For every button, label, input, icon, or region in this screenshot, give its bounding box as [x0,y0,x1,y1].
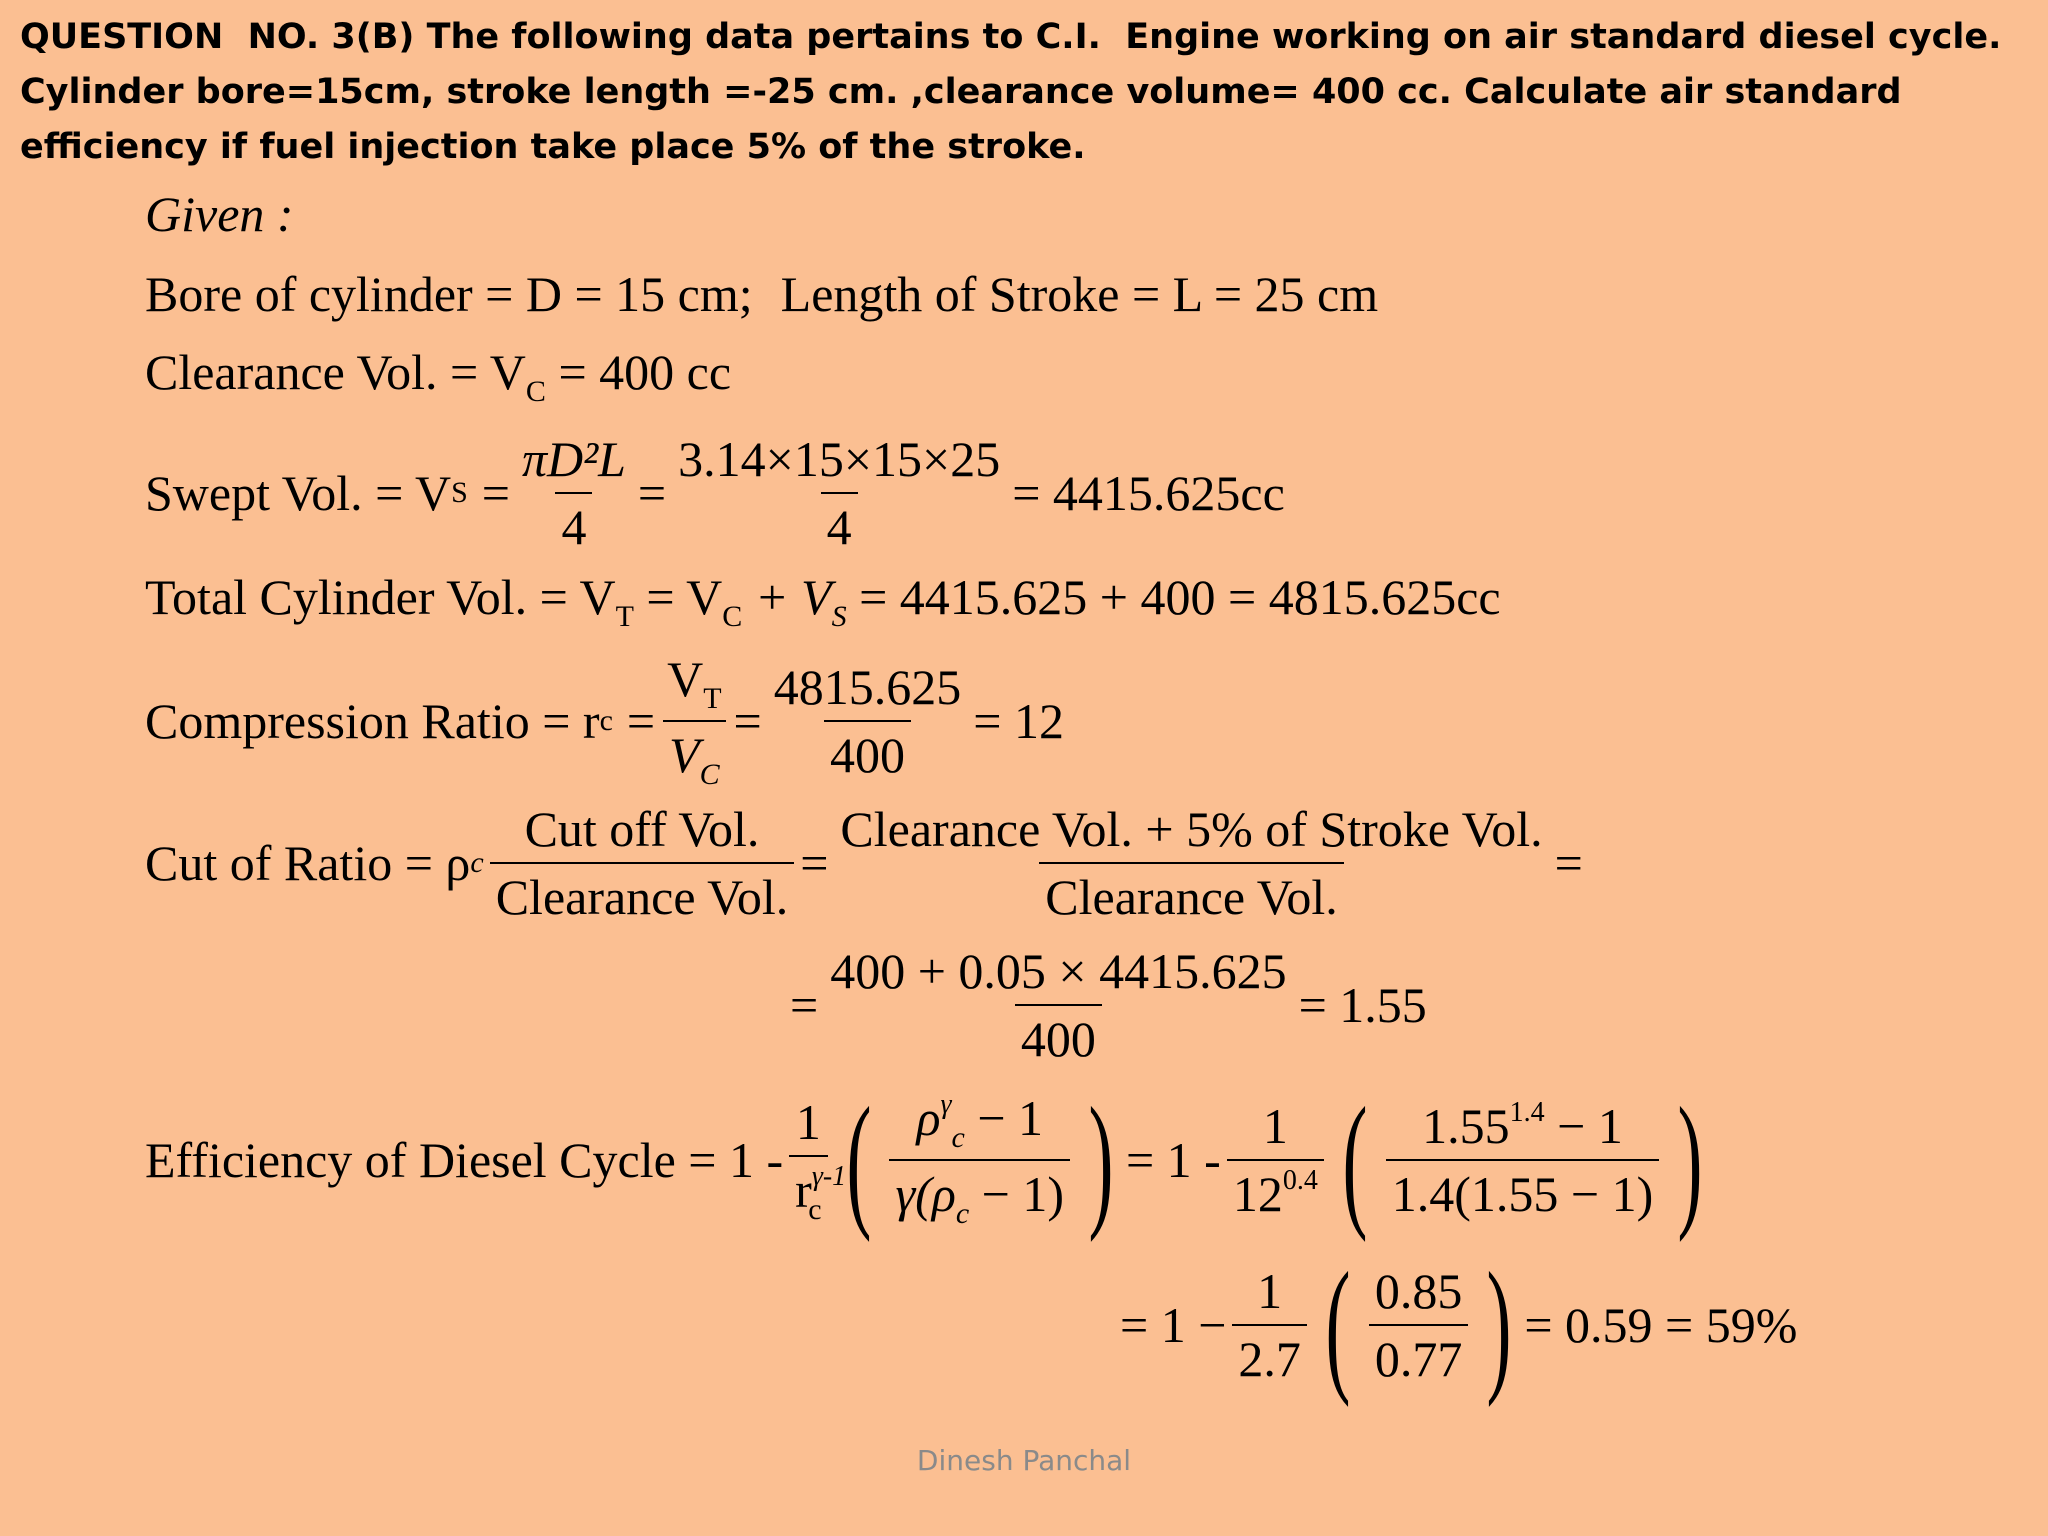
efficiency-rc: r [795,1162,812,1218]
clearance-value: = 400 cc [558,344,732,400]
efficiency-fraction-4 [1386,1097,1660,1223]
author-footer: Dinesh Panchal [916,1444,1132,1477]
compression-fraction-2 [768,658,968,784]
clearance-label: Clearance Vol. = V [145,344,526,400]
right-paren-icon: ) [1486,1242,1512,1408]
total-label: Total Cylinder Vol. = V [145,569,616,625]
efficiency-fraction-6 [1369,1262,1469,1388]
efficiency-fraction-5 [1232,1262,1307,1388]
total-sub-c: C [722,600,743,633]
compression-result: = 12 [973,693,1064,749]
compression-den1: V [669,727,700,783]
cutoff-result: = 1.55 [1298,977,1427,1033]
compression-sub: c [599,704,613,737]
swept-eq1: = [481,465,510,521]
efficiency-eq2: = 1 - [1125,1132,1221,1188]
cutoff-den1: Clearance Vol. [490,862,795,926]
compression-num1-sub: T [703,682,722,715]
efficiency-d3: 1.4(1.55 − 1) [1386,1159,1660,1223]
efficiency-rho-sub: c [951,1121,965,1154]
given-label: Given : [145,186,294,242]
swept-volume-eq [145,430,1285,556]
efficiency-result-eq [1120,1242,1798,1408]
efficiency-rho-den: γ(ρ [895,1166,956,1222]
efficiency-d2-sup: 0.4 [1282,1165,1318,1196]
swept-formula-fraction [516,430,632,556]
compression-den1-sub: C [699,758,720,791]
efficiency-d2: 12 [1232,1166,1283,1222]
clearance-statement [145,343,731,409]
question-text: QUESTION NO. 3(B) The following data pertains to C.I. Engine working on air standard diesel cycle. Cylinder bore=15cm, stroke length =-25 cm. ,clearance volume= 400 cc. Calculate air standard efficiency if fuel injection take place 5% of the stroke. [20,17,2014,167]
efficiency-d5: 0.77 [1369,1324,1469,1388]
total-sub-s: S [831,600,847,633]
swept-label: Swept Vol. = V [145,465,452,521]
efficiency-eq [145,1077,1715,1243]
total-volume-eq [145,568,1501,634]
compression-label: Compression Ratio = r [145,693,600,749]
cutoff-num2: Clearance Vol. + 5% of Stroke Vol. [840,801,1543,857]
efficiency-rho-sup: γ [940,1089,952,1120]
efficiency-label: Efficiency of Diesel Cycle = 1 - [145,1132,784,1188]
efficiency-n3-sup: 1.4 [1509,1097,1545,1128]
swept-numeric-fraction [672,430,1006,556]
efficiency-eq3: = 1 − [1120,1297,1227,1353]
compression-eq2: = [733,693,762,749]
cutoff-num3: 400 + 0.05 × 4415.625 [830,943,1287,999]
cutoff-fraction-3 [824,942,1292,1068]
stroke-text: Length of Stroke = L = 25 cm [780,266,1379,322]
bore-text: Bore of cylinder = D = 15 cm; [145,266,753,322]
efficiency-rc-sub: c [808,1193,822,1226]
swept-sub: S [451,476,468,509]
cutoff-eq3: = [790,977,819,1033]
efficiency-one: 1 [795,1094,821,1150]
cutoff-label: Cut of Ratio = ρ [145,835,471,891]
cutoff-den2: Clearance Vol. [1039,862,1344,926]
swept-result: = 4415.625cc [1012,465,1285,521]
swept-eq2: = [637,465,667,521]
efficiency-result: = 0.59 = 59% [1524,1297,1798,1353]
compression-ratio-eq [145,650,1064,792]
compression-fraction-1 [661,650,727,792]
efficiency-fraction-3 [1227,1097,1324,1223]
efficiency-n3: 1.55 [1422,1098,1510,1154]
cutoff-fraction-2 [834,800,1548,926]
left-paren-icon: ( [1342,1077,1368,1243]
efficiency-one-3: 1 [1257,1263,1283,1319]
efficiency-n3-tail: − 1 [1544,1098,1623,1154]
efficiency-fraction-2 [889,1089,1070,1231]
compression-den2: 400 [824,720,911,784]
clearance-sub: C [525,375,546,408]
cutoff-ratio-calc [790,942,1427,1068]
efficiency-d4: 2.7 [1232,1324,1307,1388]
efficiency-rho-den-tail: − 1) [969,1166,1065,1222]
total-mid: = V [633,569,723,625]
cutoff-den3: 400 [1015,1004,1102,1068]
efficiency-rho-num: ρ [916,1090,941,1146]
total-result: = 4415.625 + 400 = 4815.625cc [846,569,1501,625]
left-paren-icon: ( [846,1077,871,1243]
efficiency-rho-den-sub: c [955,1197,970,1230]
total-sub-t: T [615,600,634,633]
cutoff-eq1: = [800,835,829,891]
right-paren-icon: ) [1088,1077,1114,1243]
right-paren-icon: ) [1677,1077,1703,1243]
compression-eq1: = [626,693,656,749]
efficiency-rc-sup: γ-1 [811,1161,847,1192]
swept-formula-num: πD²L [521,431,626,487]
efficiency-one-2: 1 [1262,1098,1288,1154]
swept-num: 3.14×15×15×25 [678,431,1001,487]
compression-num1: V [667,651,704,707]
cutoff-sub: c [470,846,484,879]
cutoff-fraction-1 [490,800,795,926]
efficiency-n5: 0.85 [1374,1263,1463,1319]
compression-num2: 4815.625 [773,659,962,715]
total-plus: + V [742,569,832,625]
cutoff-eq2: = [1554,835,1583,891]
bore-statement [145,265,1378,323]
left-paren-icon: ( [1325,1242,1351,1408]
cutoff-ratio-eq [145,800,1583,926]
swept-den: 4 [821,492,858,556]
efficiency-rho-tail: − 1 [964,1090,1044,1146]
swept-formula-den: 4 [555,492,592,556]
cutoff-num1: Cut off Vol. [524,801,760,857]
